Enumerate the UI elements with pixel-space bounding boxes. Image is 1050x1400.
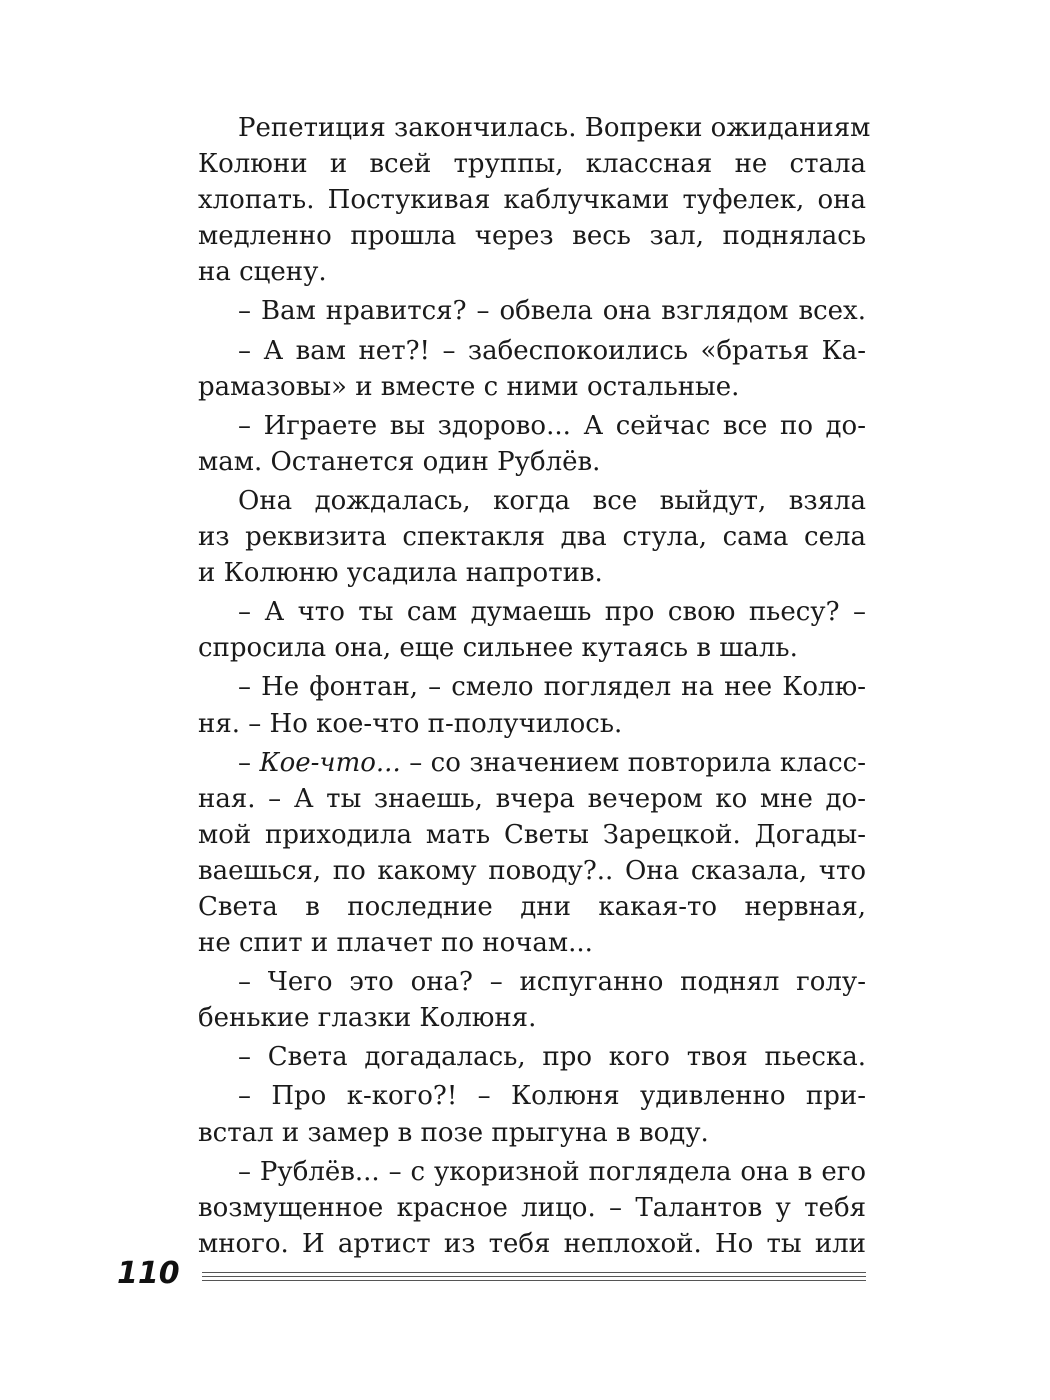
text-line: – Света догадалась, про кого твоя пьеска.: [238, 1042, 866, 1073]
text-line: медленно прошла через весь зал, поднялась: [198, 221, 866, 252]
footer-rule: [202, 1276, 866, 1277]
footer-rule: [202, 1272, 866, 1273]
text-line: рамазовы» и вместе с ними остальные.: [198, 371, 740, 402]
text-line: Колюни и всей труппы, классная не стала: [198, 149, 866, 180]
text-line: возмущенное красное лицо. – Талантов у тебя: [198, 1192, 866, 1223]
text-line: хлопать. Постукивая каблучками туфелек, она: [198, 185, 866, 216]
text-line: ная. – А ты знаешь, вчера вечером ко мне до-: [198, 783, 866, 814]
text-line: много. И артист из тебя неплохой. Но ты или: [198, 1228, 866, 1259]
text-line: – Вам нравится? – обвела она взглядом всех.: [238, 296, 866, 327]
text-line: Света в последние дни какая-то нервная,: [198, 891, 866, 922]
text-line: – Играете вы здорово... А сейчас все по до-: [238, 410, 866, 441]
text-line: – Не фонтан, – смело поглядел на нее Колю-: [238, 672, 866, 703]
text-line: – Про к-кого?! – Колюня удивленно при-: [238, 1081, 866, 1112]
text-line: Она дождалась, когда все выйдут, взяла: [238, 485, 866, 516]
text-fragment: –: [238, 747, 260, 778]
page-number: 110: [117, 1256, 180, 1291]
text-line: на сцену.: [198, 257, 327, 288]
text-fragment: – со значением повторила класс-: [400, 747, 867, 778]
footer-rule: [202, 1280, 866, 1281]
text-line: [198, 745, 866, 781]
page-body-text: [198, 110, 871, 1262]
text-line: из реквизита спектакля два стула, сама села: [198, 522, 866, 553]
text-line: – Рублёв... – с укоризной поглядела она в его: [238, 1156, 866, 1187]
text-line: ня. – Но кое-что п-получилось.: [198, 708, 623, 739]
text-line: встал и замер в позе прыгуна в воду.: [198, 1117, 709, 1148]
text-line: не спит и плачет по ночам...: [198, 928, 593, 959]
text-line: – Чего это она? – испуганно поднял голу-: [238, 967, 866, 998]
text-line: Репетиция закончилась. Вопреки ожиданиям: [238, 113, 871, 143]
text-line: бенькие глазки Колюня.: [198, 1003, 537, 1034]
text-line: ваешься, по какому поводу?.. Она сказала, что: [198, 855, 866, 886]
text-line: – А что ты сам думаешь про свою пьесу? –: [238, 597, 866, 628]
italic-fragment: Кое-что...: [259, 747, 401, 778]
text-line: – А вам нет?! – забеспокоились «братья Ка-: [238, 335, 866, 366]
text-line: мам. Останется один Рублёв.: [198, 446, 601, 477]
text-line: спросила она, еще сильнее кутаясь в шаль.: [198, 633, 798, 664]
text-line: мой приходила мать Светы Зарецкой. Догады-: [198, 819, 866, 850]
text-line: и Колюню усадила напротив.: [198, 558, 603, 589]
